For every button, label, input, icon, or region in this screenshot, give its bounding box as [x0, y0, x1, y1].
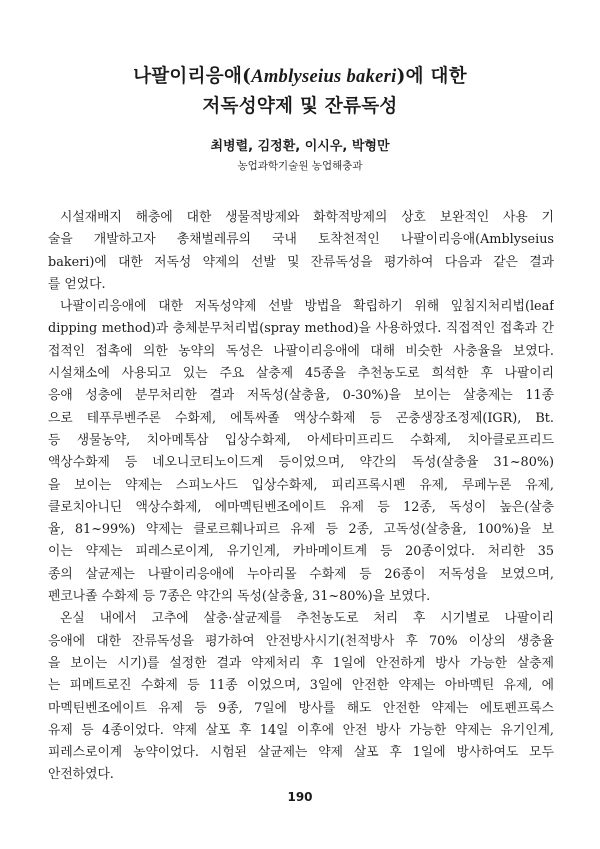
abstract-line: 시설채소에 사용되고 있는 주요 살충제 45종을 추천농도로 희석한 후 나팔이리	[48, 366, 554, 382]
abstract-line: 을 보이는 약제는 스피노사드 입상수화제, 피리프록시펜 유제, 루페누론 유제,	[48, 477, 554, 493]
abstract-line: 나팔이리응애에 대한 저독성약제 선발 방법을 확립하기 위해 잎침지처리법(leaf	[60, 299, 554, 315]
page-number: 190	[287, 790, 313, 804]
abstract-line: 등 생물농약, 치아메톡삼 입상수화제, 아세타미프리드 수화제, 치아클로프리드	[48, 432, 554, 448]
abstract-line: 시설재배지 해충에 대한 생물적방제와 화학적방제의 상호 보완적인 사용 기	[60, 210, 554, 225]
abstract-line: 안전하였다.	[48, 767, 114, 783]
abstract-line: 술을 개발하고자 총채벌레류의 국내 토착천적인 나팔이리응애(Amblyseius	[48, 232, 554, 248]
abstract-line: 펜코나졸 수화제 등 7종은 약간의 독성(살충율, 31~80%)을 보였다.	[48, 589, 431, 605]
title-prefix: 나팔이리응애(	[133, 66, 252, 87]
abstract-line: 으로 테푸루벤주론 수화제, 에톡싸졸 액상수화제 등 곤충생장조정제(IGR), Bt.	[48, 410, 554, 426]
abstract-line: 온실 내에서 고추에 살충·살균제를 추천농도로 처리 후 시기별로 나팔이리	[60, 611, 554, 627]
abstract-line: 유제 등 4종이었다. 약제 살포 후 14일 이후에 안전 방사 가능한 약제는 유기인계,	[48, 722, 554, 738]
abstract-line: dipping method)과 충체분무처리법(spray method)을 사용하였다. 직접적인 접촉과 간	[48, 321, 554, 337]
abstract-body	[48, 207, 554, 787]
abstract-line: 응애에 대한 잔류독성을 평가하여 안전방사시기(천적방사 후 70% 이상의 생충율	[48, 633, 554, 649]
title-suffix: )에 대한	[396, 66, 467, 87]
abstract-line: 이는 약제는 피레스로이계, 유기인계, 카바메이트계 등 20종이었다. 처리한 35	[48, 544, 554, 560]
abstract-line: 접적인 접촉에 의한 농약의 독성은 나팔이리응애에 대해 비슷한 사충율을 보였다.	[48, 343, 554, 359]
paper-title-line-1	[0, 62, 600, 88]
abstract-line: 를 얻었다.	[48, 276, 106, 292]
abstract-line: 마멕틴벤조에이트 유제 등 9종, 7일에 방사를 해도 안전한 약제는 에토펜프록스	[48, 700, 554, 716]
abstract-line: 피레스로이계 농약이었다. 시험된 살균제는 약제 살포 후 1일에 방사하여도 모두	[48, 745, 554, 761]
abstract-paragraph	[48, 296, 554, 608]
abstract-line: 액상수화제 등 네오니코티노이드계 등이었으며, 약간의 독성(살충율 31~80%)	[48, 455, 554, 471]
author-list: 최병렬, 김정환, 이시우, 박형만	[210, 139, 390, 154]
abstract-line: 을 보이는 시기)를 설정한 결과 약제처리 후 1일에 안전하게 방사 가능한 살충제	[48, 655, 554, 671]
abstract-paragraph	[48, 608, 554, 786]
author-affiliation: 농업과학기술원 농업해충과	[237, 160, 363, 172]
abstract-line: 종의 살균제는 나팔이리응애에 누아리몰 수화제 등 26종이 저독성을 보였으며,	[48, 566, 554, 582]
abstract-line: bakeri)에 대한 저독성 약제의 선발 및 잔류독성을 평가하여 다음과 같은 결과	[48, 254, 554, 270]
abstract-line: 응애 성충에 분무처리한 결과 저독성(살충율, 0-30%)을 보이는 살충제는 11종	[48, 388, 554, 404]
abstract-paragraph	[48, 207, 554, 296]
abstract-line: 클로치아니딘 액상수화제, 에마멕틴벤조에이트 유제 등 12종, 독성이 높은(살충	[48, 499, 554, 515]
paper-title-line-2: 저독성약제 및 잔류독성	[202, 96, 398, 117]
title-species-name: Amblyseius bakeri	[251, 67, 397, 87]
abstract-line: 는 피메트로진 수화제 등 11종 이었으며, 3일에 안전한 약제는 아바멕틴 유제, 에	[48, 678, 554, 694]
abstract-line: 율, 81~99%) 약제는 클로르훼나피르 유제 등 2종, 고독성(살충율, 100%)을 보	[48, 522, 554, 538]
